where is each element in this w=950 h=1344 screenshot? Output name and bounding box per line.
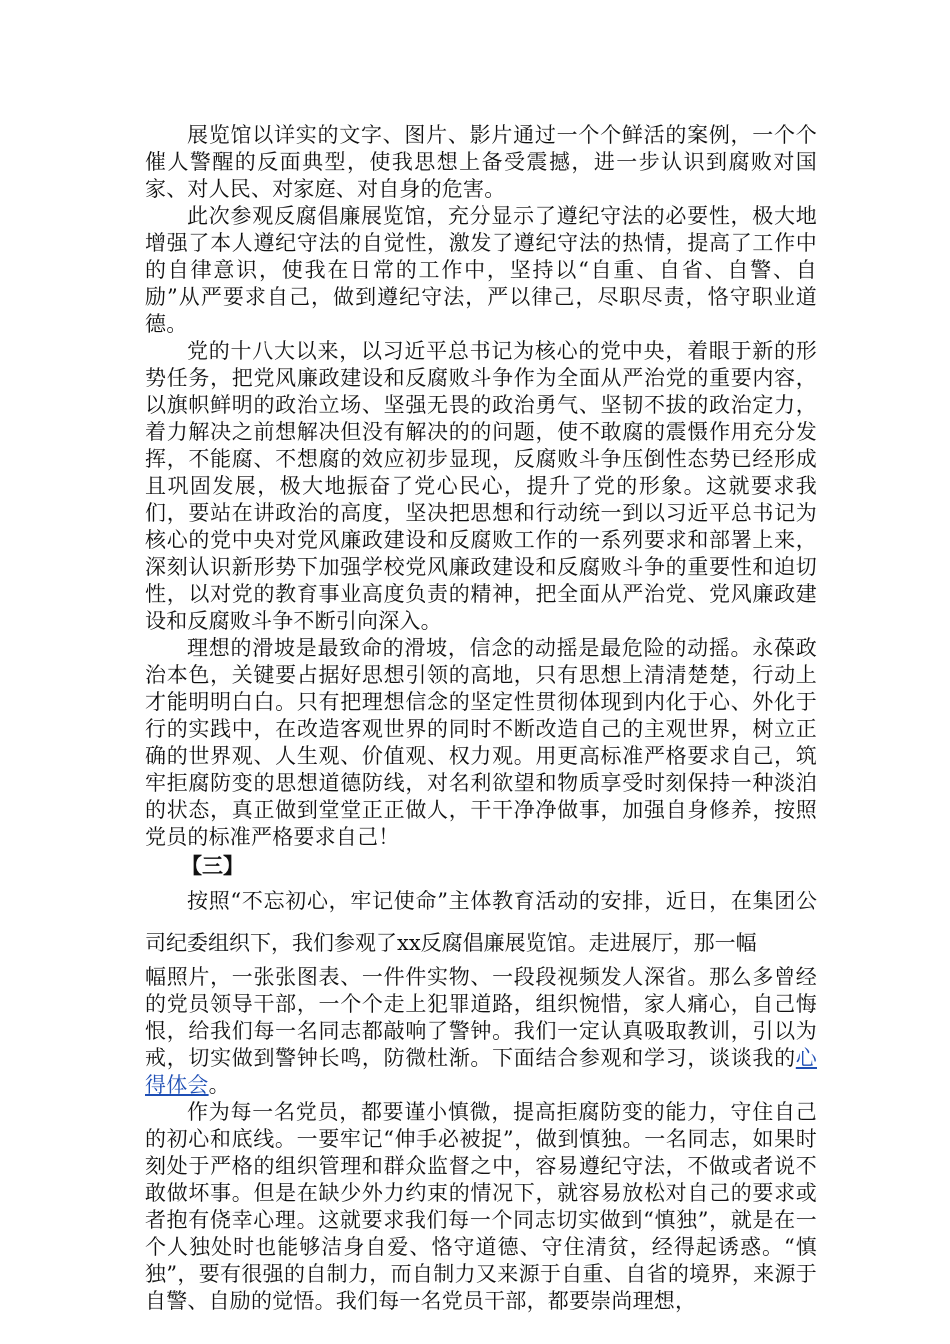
paragraph-section-intro-part1: 按照“不忘初心，牢记使命”主体教育活动的安排，近日，在集团公司纪委组织下，我们参观了xx反腐倡廉展览馆。走进展厅，那一幅 [145,889,817,955]
section-intro-text: 幅照片，一张张图表、一件件实物、一段段视频发人深省。那么多曾经的党员领导干部，一个个走上犯罪道路，组织惋惜，家人痛心，自己悔恨，给我们每一名同志都敲响了警钟。我们一定认真吸取教训，引以为戒，切实做到警钟长鸣，防微杜渐。下面结合参观和学习，谈谈我的 [145,965,817,1070]
link-suffix: 。 [208,1073,230,1097]
section-heading: 【三】 [181,853,244,878]
paragraph-exhibition-impression: 展览馆以详实的文字、图片、影片通过一个个鲜活的案例，一个个催人警醒的反面典型，使我思想上备受震撼，进一步认识到腐败对国家、对人民、对家庭、对自身的危害。 [145,123,817,201]
paragraph-ideals-beliefs: 理想的滑坡是最致命的滑坡，信念的动摇是最危险的动摇。永葆政治本色，关键要占据好思想引领的高地，只有思想上清清楚楚，行动上才能明明白白。只有把理想信念的坚定性贯彻体现到内化于心、外化于行的实践中，在改造客观世界的同时不断改造自己的主观世界，树立正确的世界观、人生观、价值观、权力观。用更高标准严格要求自己，筑牢拒腐防变的思想道德防线，对名利欲望和物质享受时刻保持一种淡泊的状态，真正做到堂堂正正做人，干干净净做事，加强自身修养，按照党员的标准严格要求自己！ [145,636,817,849]
paragraph-party-congress: 党的十八大以来，以习近平总书记为核心的党中央，着眼于新的形势任务，把党风廉政建设和反腐败斗争作为全面从严治党的重要内容，以旗帜鲜明的政治立场、坚强无畏的政治勇气、坚韧不拔的政治定力，着力解决之前想解决但没有解决的的问题，使不敢腐的震慑作用充分发挥，不能腐、不想腐的效应初步显现，反腐败斗争压倒性态势已经形成且巩固发展，极大地振奋了党心民心，提升了党的形象。这就要求我们，要站在讲政治的高度，坚决把思想和行动统一到以习近平总书记为核心的党中央对党风廉政建设和反腐败工作的一系列要求和部署上来，深刻认识新形势下加强学校党风廉政建设和反腐败斗争的重要性和迫切性，以对党的教育事业高度负责的精神，把全面从严治党、党风廉政建设和反腐败斗争不断引向深入。 [145,339,817,633]
paragraph-party-member-discipline: 作为每一名党员，都要谨小慎微，提高拒腐防变的能力，守住自己的初心和底线。一要牢记“伸手必被捉”，做到慎独。一名同志，如果时刻处于严格的组织管理和群众监督之中，容易遵纪守法，不做或者说不敢做坏事。但是在缺少外力约束的情况下，就容易放松对自己的要求或者抱有侥幸心理。这就要求我们每一个同志切实做到“慎独”，就是在一个人独处时也能够洁身自爱、恪守道德、守住清贫，经得起诱惑。“慎独”，要有很强的自制力，而自制力又来源于自重、自省的境界，来源于自警、自励的觉悟。我们每一名党员干部，都要崇尚理想， [145,1100,817,1313]
insights-link[interactable]: 心得体会 [145,1046,817,1097]
paragraph-section-intro-part2 [145,964,817,1099]
document-page [145,122,817,1315]
paragraph-visit-reflection: 此次参观反腐倡廉展览馆，充分显示了遵纪守法的必要性，极大地增强了本人遵纪守法的自觉性，激发了遵纪守法的热情，提高了工作中的自律意识，使我在日常的工作中，坚持以“自重、自省、自警、自励”从严要求自己，做到遵纪守法，严以律己，尽职尽责，恪守职业道德。 [145,204,817,336]
